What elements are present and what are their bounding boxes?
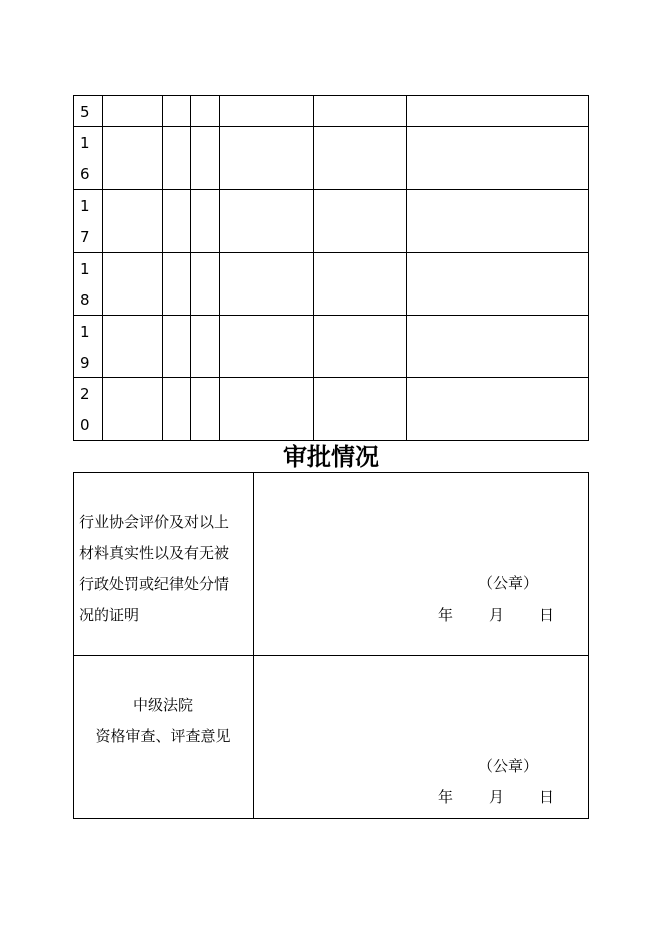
table-border: [102, 95, 103, 441]
association-evaluation-label: [79, 507, 229, 631]
label-line: 材料真实性以及有无被: [79, 544, 230, 562]
label-line: 行政处罚或纪律处分情: [79, 575, 230, 593]
court-review-label: [73, 690, 253, 752]
row-number-digit: 1: [80, 197, 90, 215]
table-border: [73, 472, 74, 819]
row-number-digit: 9: [80, 354, 90, 372]
row-number-digit: 8: [80, 291, 90, 309]
row-number-digit: 5: [80, 103, 90, 121]
label-line: 况的证明: [79, 606, 140, 624]
table-border: [162, 95, 163, 441]
date-year: 年: [438, 788, 454, 806]
seal-label: （公章）: [478, 757, 539, 775]
row-number: [80, 317, 100, 379]
row-number: [80, 379, 100, 441]
row-number-digit: 2: [80, 385, 90, 403]
label-line: 行业协会评价及对以上: [79, 513, 230, 531]
date-day: 日: [539, 788, 555, 806]
table-border: [588, 472, 589, 819]
table-border: [253, 472, 254, 819]
table-border: [73, 95, 589, 96]
table-border: [73, 126, 589, 127]
row-number-digit: 1: [80, 323, 90, 341]
table-border: [313, 95, 314, 441]
row-number-digit: 1: [80, 260, 90, 278]
row-number: [80, 128, 100, 190]
table-border: [73, 377, 589, 378]
section-title: 审批情况: [283, 443, 379, 471]
table-border: [73, 655, 589, 656]
label-line: 资格审查、评查意见: [95, 727, 231, 745]
table-border: [219, 95, 220, 441]
row-number: [80, 191, 100, 253]
table-border: [73, 472, 589, 473]
date-month: 月: [489, 606, 505, 624]
table-border: [73, 95, 74, 441]
table-border: [73, 189, 589, 190]
row-number-digit: 1: [80, 134, 90, 152]
row-number-digit: 6: [80, 165, 90, 183]
table-border: [190, 95, 191, 441]
table-border: [406, 95, 407, 441]
table-border: [73, 252, 589, 253]
date-year: 年: [438, 606, 454, 624]
seal-label: （公章）: [478, 574, 539, 592]
table-border: [73, 818, 589, 819]
row-number: [80, 254, 100, 316]
date-month: 月: [489, 788, 505, 806]
table-border: [588, 95, 589, 441]
row-number: [80, 97, 100, 128]
row-number-digit: 0: [80, 416, 90, 434]
table-border: [73, 315, 589, 316]
label-line: 中级法院: [132, 696, 193, 714]
row-number-digit: 7: [80, 228, 90, 246]
date-day: 日: [539, 606, 555, 624]
